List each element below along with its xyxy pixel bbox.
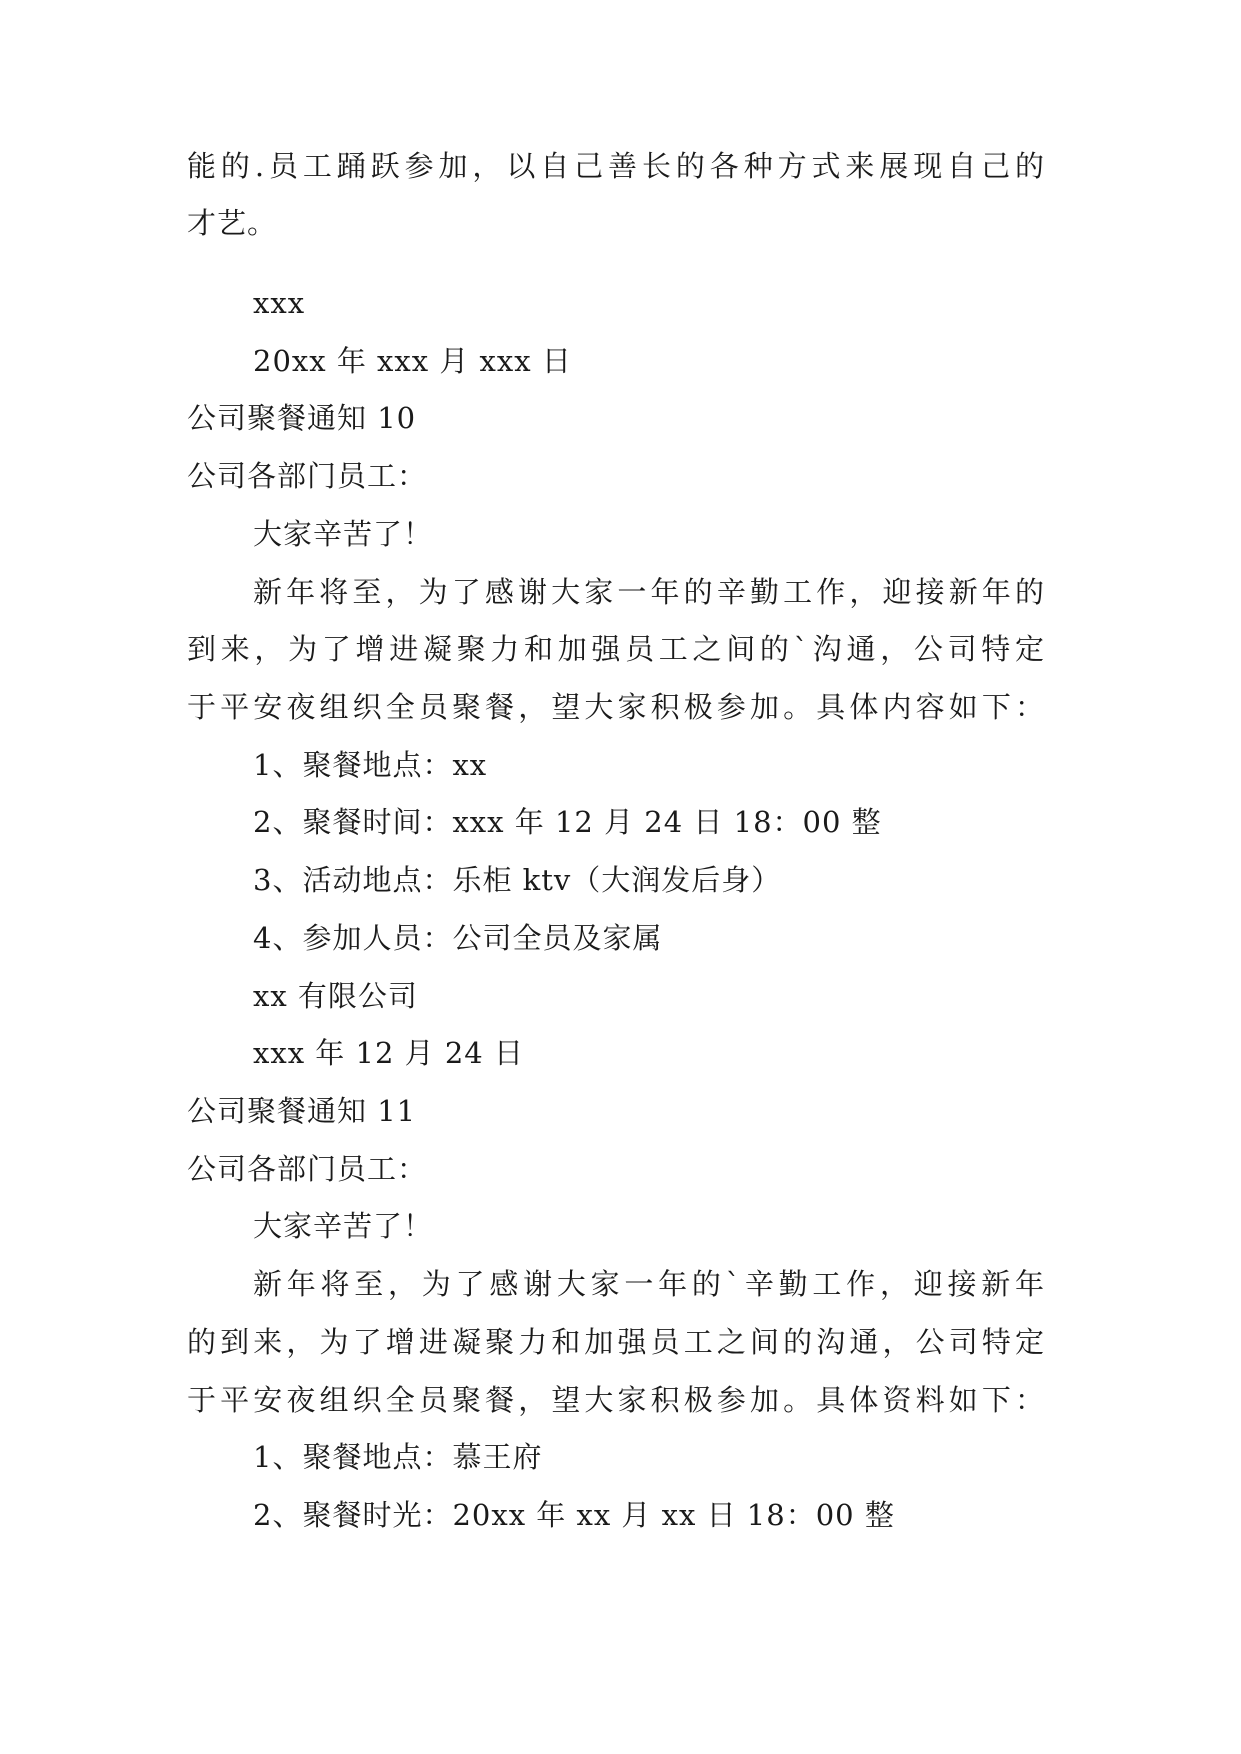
signature-name: xxx (253, 286, 306, 320)
signature-date: xxx 年 12 月 24 日 (253, 1036, 524, 1070)
list-item: 1、聚餐地点：xx (253, 748, 488, 782)
salutation: 公司各部门员工： (187, 1152, 428, 1186)
paragraph-line: 才艺。 (187, 206, 278, 240)
paragraph-line: 能的.员工踊跃参加，以自己善长的各种方式来展现自己的 (187, 149, 1045, 183)
paragraph-line: 新年将至，为了感谢大家一年的辛勤工作，迎接新年的 (253, 575, 1045, 609)
salutation: 公司各部门员工： (187, 459, 428, 493)
greeting: 大家辛苦了！ (253, 1209, 434, 1243)
signature-company: xx 有限公司 (253, 979, 418, 1013)
paragraph-line: 的到来，为了增进凝聚力和加强员工之间的沟通，公司特定 (187, 1325, 1045, 1359)
greeting: 大家辛苦了！ (253, 517, 434, 551)
list-item: 4、参加人员：公司全员及家属 (253, 921, 663, 955)
paragraph-line: 于平安夜组织全员聚餐，望大家积极参加。具体内容如下： (187, 690, 1045, 724)
paragraph-line: 新年将至，为了感谢大家一年的`辛勤工作，迎接新年 (253, 1267, 1045, 1301)
list-item: 2、聚餐时间：xxx 年 12 月 24 日 18：00 整 (253, 805, 882, 839)
signature-date: 20xx 年 xxx 月 xxx 日 (253, 344, 572, 378)
section-title: 公司聚餐通知 11 (187, 1094, 417, 1128)
list-item: 1、聚餐地点：慕王府 (253, 1440, 543, 1474)
paragraph-line: 到来，为了增进凝聚力和加强员工之间的`沟通，公司特定 (187, 632, 1045, 666)
list-item: 3、活动地点：乐柜 ktv（大润发后身） (253, 863, 782, 897)
section-title: 公司聚餐通知 10 (187, 401, 417, 435)
paragraph-line: 于平安夜组织全员聚餐，望大家积极参加。具体资料如下： (187, 1383, 1045, 1417)
list-item: 2、聚餐时光：20xx 年 xx 月 xx 日 18：00 整 (253, 1498, 895, 1532)
